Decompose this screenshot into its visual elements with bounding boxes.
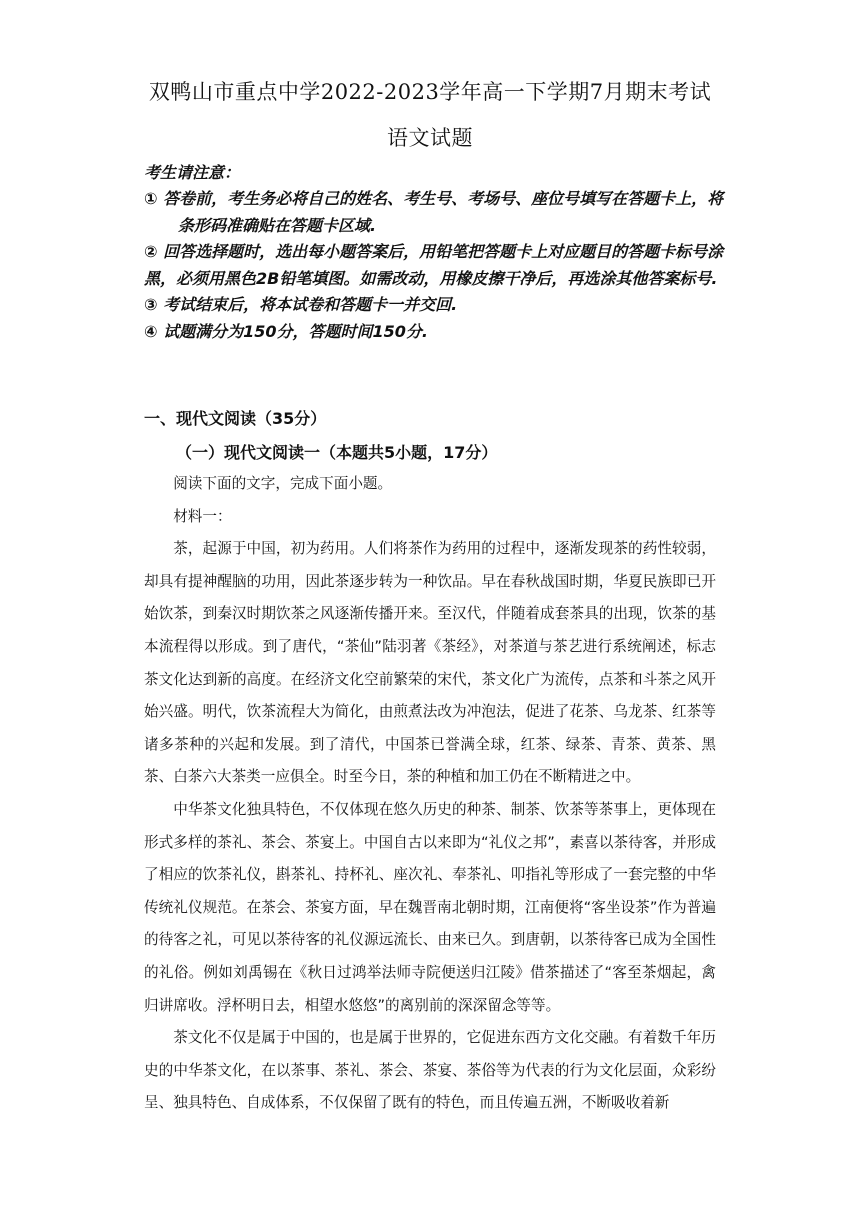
passage-paragraph: 茶文化不仅是属于中国的，也是属于世界的，它促进东西方文化交融。有着数千年历史的中华茶文化，在以茶事、茶礼、茶会、茶宴、茶俗等为代表的行为文化层面，众彩纷呈、独具特色、自成体系，不仅保留了既有的特色，而且传遍五洲，不断吸收着新 [144,1029,716,1112]
notice-item: ① 答卷前，考生务必将自己的姓名、考生号、考场号、座位号填写在答题卡上，将条形码准确贴在答题卡区域. [144,189,724,235]
notice-item: ④ 试题满分为150分，答题时间150分. [144,321,428,341]
passage-paragraph: 中华茶文化独具特色，不仅体现在悠久历史的种茶、制茶、饮茶等茶事上，更体现在形式多样的茶礼、茶会、茶宴上。中国自古以来即为“礼仪之邦”，素喜以茶待客，并形成了相应的饮茶礼仪，斟茶礼、持杯礼、座次礼、奉茶礼、叩指礼等形成了一套完整的中华传统礼仪规范。在茶会、茶宴方面，早在魏晋南北朝时期，江南便将“客坐设茶”作为普遍的待客之礼，可见以茶待客的礼仪源远流长、由来已久。到唐朝，以茶待客已成为全国性的礼俗。例如刘禹锡在《秋日过鸿举法师寺院便送归江陵》借茶描述了“客至茶烟起，禽归讲席收。浮杯明日去，相望水悠悠”的离别前的深深留念等等。 [144,800,716,1014]
notice-item: ② 回答选择题时，选出每小题答案后，用铅笔把答题卡上对应题目的答题卡标号涂黑，必须用黑色2B铅笔填图。如需改动，用橡皮擦干净后，再选涂其他答案标号. [144,242,724,288]
subsection-heading: （一）现代文阅读一（本题共5小题，17分） [176,443,498,462]
notice-list [144,186,734,345]
exam-title: 双鸭山市重点中学2022-2023学年高一下学期7月期末考试 [148,80,712,104]
notice-item: ③ 考试结束后，将本试卷和答题卡一并交回. [144,295,458,314]
notice-heading: 考生请注意： [144,163,241,182]
instruction-text: 阅读下面的文字，完成下面小题。 [173,475,393,492]
section-heading: 一、现代文阅读（35分） [144,409,327,428]
material-label: 材料一： [173,507,232,525]
exam-subtitle: 语文试题 [387,126,473,150]
passage-paragraph: 茶，起源于中国，初为药用。人们将茶作为药用的过程中，逐渐发现茶的药性较弱，却具有提神醒脑的功用，因此茶逐步转为一种饮品。早在春秋战国时期，华夏民族即已开始饮茶，到秦汉时期饮茶之风逐渐传播开来。至汉代，伴随着成套茶具的出现，饮茶的基本流程得以形成。到了唐代，“茶仙”陆羽著《茶经》，对茶道与茶艺进行系统阐述，标志茶文化达到新的高度。在经济文化空前繁荣的宋代，茶文化广为流传，点茶和斗茶之风开始兴盛。明代，饮茶流程大为简化，由煎煮法改为冲泡法，促进了花茶、乌龙茶、红茶等诸多茶种的兴起和发展。到了清代，中国茶已誉满全球，红茶、绿茶、青茶、黄茶、黑茶、白茶六大茶类一应俱全。时至今日，茶的种植和加工仍在不断精进之中。 [144,540,716,786]
reading-passage [144,468,716,1120]
